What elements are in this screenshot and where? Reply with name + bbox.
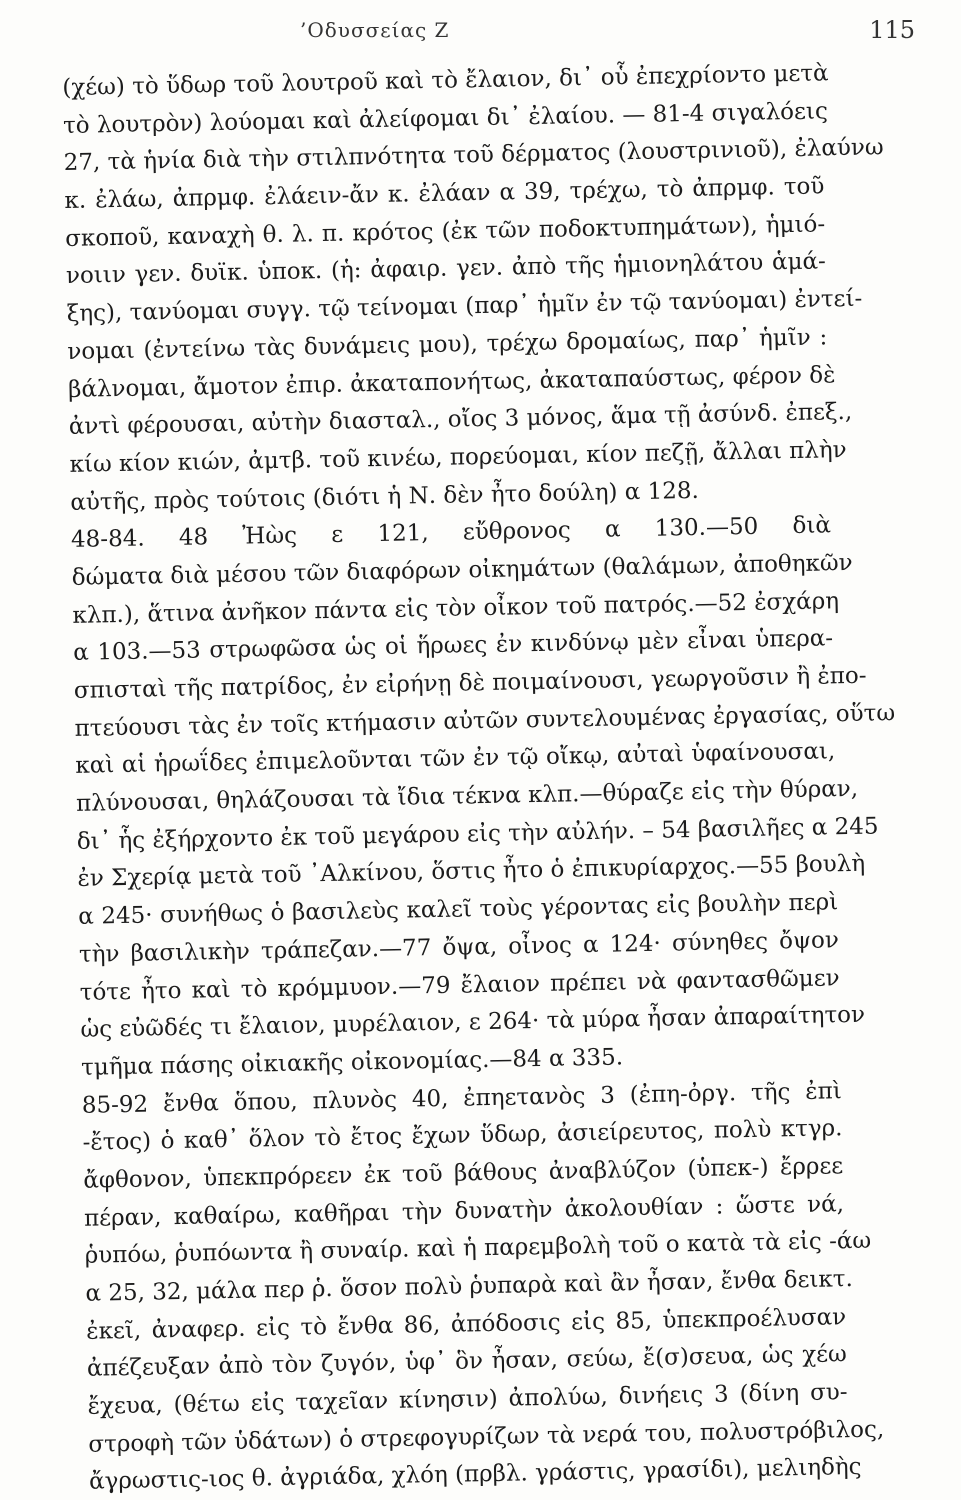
commentary-text [62,55,896,1500]
text-line: αὐτῆς, πρὸς τούτοις (διότι ἡ Ν. δὲν ἦτο δούλη) α 128. [70,477,700,516]
text-line: κ. ἐλάω, ἀπρμφ. ἐλάειν-ἄν κ. ἐλάαν α 39, τρέχω, τὸ ἀπρμφ. τοῦ [64,173,825,215]
text-line: 48-84. 48 Ἠὼς ε 121, εὔθρονος α 130.—50 διὰ [70,512,832,554]
page-number: 115 [869,16,915,44]
text-line: τότε ἦτο καὶ τὸ κρόμμυον.—79 ἔλαιον πρέπει νὰ φαντασθῶμεν [79,964,840,1006]
text-line: πλύνουσαι, θηλάζουσαι τὰ ἴδια τέκνα κλπ.—θύραζε εἰς τὴν θύραν, [75,775,859,817]
running-head: ’Οδυσσείας Ζ [300,18,450,42]
text-line: α 103.—53 στρωφῶσα ὡς οἱ ἥρωες ἐν κινδύνῳ μὲν εἶναι ὑπερα- [72,625,834,667]
text-line: νοιιν γεν. δυϊκ. ὑποκ. (ἡ: ἀφαιρ. γεν. ἀπὸ τῆς ἡμιονηλάτου ἁμά- [65,248,827,290]
text-line: ἄγρωστις-ιος θ. ἀγριάδα, χλόη (πρβλ. γράστις, γρασίδι), μελιηδὴς [88,1454,862,1496]
text-line: ὡς εὐῶδές τι ἔλαιον, μυρέλαιον, ε 264· τὰ μύρα ἦσαν ἀπαραίτητον [80,1001,866,1044]
text-line: α 25, 32, μάλα περ ῥ. ὅσον πολὺ ῥυπαρὰ καὶ ἂν ἦσαν, ἔνθα δεικτ. [85,1266,854,1307]
text-line: ἐν Σχερίᾳ μετὰ τοῦ ᾿Αλκίνου, ὅστις ἦτο ὁ ἐπικυρίαρχος.—55 βουλὴ [77,851,866,893]
text-line: σπισταὶ τῆς πατρίδος, ἐν εἰρήνῃ δὲ ποιμαίνουσι, γεωργοῦσιν ἢ ἐπο- [73,662,867,704]
text-line: νομαι (ἐντείνω τὰς δυνάμεις μου), τρέχω δρομαίως, παρ᾽ ἡμῖν : [67,324,828,365]
text-line: ἀπέζευξαν ἀπὸ τὸν ζυγόν, ὑφ᾽ ὃν ἦσαν, σεύω, ἔ(σ)σευα, ὡς χέω [86,1341,848,1383]
text-line: 85-92 ἔνθα ὅπου, πλυνὸς 40, ἐπηετανὸς 3 (ἐπη-ὀργ. τῆς ἐπὶ [81,1077,842,1119]
text-line: ἔχευα, (θέτω εἰς ταχεῖαν κίνησιν) ἀπολύω, δινήεις 3 (δίνη συ- [87,1379,848,1420]
text-line: σκοποῦ, καναχὴ θ. λ. π. κρότος (ἐκ τῶν ποδοκτυπημάτων), ἡμιό- [64,211,826,252]
text-line: -ἔτος) ὁ καθ᾽ ὅλον τὸ ἔτος ἔχων ὕδωρ, ἀσιείρευτος, πολὺ κτγρ. [82,1115,843,1157]
text-line: 27, τὰ ἡνία διὰ τὴν στιλπνότητα τοῦ δέρματος (λουστρινιοῦ), ἐλαύνω [63,134,884,177]
text-line: (χέω) τὸ ὕδωρ τοῦ λουτροῦ καὶ τὸ ἔλαιον, δι᾽ οὗ ἐπεχρίοντο μετὰ [62,60,829,101]
text-line: κίω κίον κιών, ἀμτβ. τοῦ κινέω, πορεύομαι, κίον πεζῇ, ἄλλαι πλὴν [69,436,847,478]
text-line: ἀντὶ φέρουσαι, αὐτὴν διασταλ., οἴος 3 μόνος, ἅμα τῇ ἀσύνδ. ἐπεξ., [68,399,853,441]
text-line: δώματα διὰ μέσου τῶν διαφόρων οἰκημάτων (θαλάμων, ἀποθηκῶν [71,549,853,591]
text-line: ξης), τανύομαι συγγ. τῷ τείνομαι (παρ᾽ ἡμῖν ἐν τῷ τανύομαι) ἐντεί- [66,285,863,328]
text-line: τμῆμα πάσης οἰκιακῆς οἰκονομίας.—84 α 335. [80,1044,624,1081]
text-line: κλπ.), ἅτινα ἀνῆκον πάντα εἰς τὸν οἶκον τοῦ πατρός.—52 ἐσχάρη [72,587,840,629]
text-line: α 245· συνήθως ὁ βασιλεὺς καλεῖ τοὺς γέροντας εἰς βουλὴν περὶ [78,889,839,930]
text-line: στροφὴ τῶν ὑδάτων) ὁ στρεφογυρίζων τὰ νερά του, πολυστρόβιλος, [88,1416,885,1458]
text-line: καὶ αἱ ἡρωΐδες ἐπιμελοῦνται τῶν ἐν τῷ οἴκῳ, αὐταὶ ὑφαίνουσαι, [75,738,836,780]
text-line: ἄφθονον, ὑπεκπρόρεεν ἐκ τοῦ βάθους ἀναβλύζον (ὑπεκ-) ἔρρεε [83,1153,844,1194]
text-line: τὸ λουτρὸν) λούομαι καὶ ἀλείφομαι δι᾽ ἐλαίου. — 81-4 σιγαλόεις [62,97,829,139]
text-line: πέραν, καθαίρω, καθῆραι τὴν δυνατὴν ἀκολουθίαν : ὥστε νά, [83,1190,845,1232]
text-line: ῥυπόω, ῥυπόωντα ἢ συναίρ. καὶ ἡ παρεμβολὴ τοῦ ο κατὰ τὰ εἰς -άω [84,1227,872,1270]
text-line: δι᾽ ἧς ἐξήρχοντο ἐκ τοῦ μεγάρου εἰς τὴν αὐλήν. – 54 βασιλῆες α 245 [76,813,879,855]
text-line: πτεύουσι τὰς ἐν τοῖς κτήμασιν αὐτῶν συντελουμένας ἐργασίας, οὕτω [74,699,896,742]
text-line: βάλνομαι, ἄμοτον ἐπιρ. ἀκαταπονήτως, ἀκαταπαύστως, φέρον δὲ [67,361,836,403]
text-line: τὴν βασιλικὴν τράπεζαν.—77 ὄψα, οἶνος α 124· σύνηθες ὄψον [78,927,840,968]
text-line: ἐκεῖ, ἀναφερ. εἰς τὸ ἔνθα 86, ἀπόδοσις εἰς 85, ὑπεκπροέλυσαν [85,1303,847,1345]
